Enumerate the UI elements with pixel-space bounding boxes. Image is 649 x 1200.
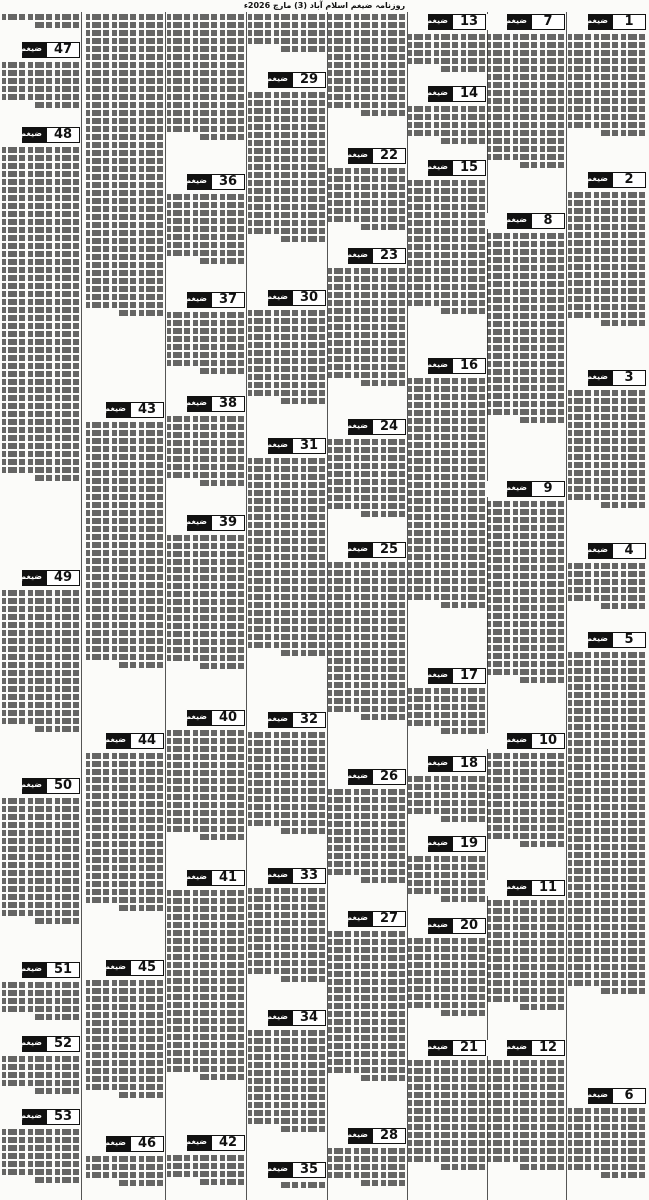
article-text [2,60,79,125]
article-text [328,787,405,909]
article-text [568,190,645,368]
section-tag: ضیغم [346,421,368,430]
article-number: 46 [130,1136,164,1152]
section-tag: ضیغم [185,294,207,303]
section-tag: ضیغم [426,88,448,97]
column-rule [165,12,166,1200]
article-header [487,733,565,749]
article-header [167,1135,245,1151]
article-text [167,192,244,290]
section-tag: ضیغم [266,714,288,723]
article-header [248,1162,326,1178]
article-text [86,12,163,400]
section-tag: ضیغم [266,1164,288,1173]
article-header [86,402,164,418]
article-number: 24 [372,419,406,435]
article-number: 15 [452,160,486,176]
article-number: 13 [452,14,486,30]
section-tag: ضیغم [505,882,527,891]
section-tag: ضیغم [346,1130,368,1139]
article-text [328,1146,405,1198]
article-number: 37 [211,292,245,308]
article-header [2,42,80,58]
article-number: 39 [211,515,245,531]
article-number: 8 [531,213,565,229]
article-text [167,533,244,708]
article-header [167,515,245,531]
article-text [487,751,564,878]
article-text [248,90,325,288]
article-header [167,174,245,190]
section-tag: ضیغم [185,712,207,721]
article-text [2,1054,79,1107]
section-tag: ضیغم [20,780,42,789]
section-tag: ضیغم [104,1138,126,1147]
article-text [167,310,244,394]
article-header [568,1088,646,1104]
article-header [248,1010,326,1026]
article-header [167,870,245,886]
article-number: 32 [292,712,326,728]
article-header [487,481,565,497]
article-text [328,560,405,767]
article-header [487,14,565,30]
section-tag: ضیغم [104,404,126,413]
article-header [487,880,565,896]
article-text [86,1154,163,1198]
article-number: 34 [292,1010,326,1026]
article-number: 42 [211,1135,245,1151]
article-header [2,1109,80,1125]
section-tag: ضیغم [266,74,288,83]
section-tag: ضیغم [346,150,368,159]
section-tag: ضیغم [586,372,608,381]
section-tag: ضیغم [20,964,42,973]
article-header [408,668,486,684]
article-header [248,712,326,728]
section-tag: ضیغم [346,544,368,553]
column-rule [81,12,82,1200]
article-number: 16 [452,358,486,374]
article-number: 49 [46,570,80,586]
article-text [2,588,79,776]
article-number: 48 [46,127,80,143]
article-number: 38 [211,396,245,412]
article-header [2,778,80,794]
article-text [167,888,244,1133]
article-header [2,962,80,978]
article-header [487,213,565,229]
article-header [408,918,486,934]
article-header [568,543,646,559]
article-text [408,32,485,84]
article-number: 51 [46,962,80,978]
section-tag: ضیغم [20,1111,42,1120]
article-text [328,266,405,417]
article-text [2,980,79,1034]
article-number: 50 [46,778,80,794]
section-tag: ضیغم [185,1137,207,1146]
article-text [487,1058,564,1198]
section-tag: ضیغم [505,16,527,25]
article-text [167,1153,244,1198]
article-number: 18 [452,756,486,772]
section-tag: ضیغم [185,176,207,185]
article-text [487,499,564,731]
article-number: 43 [130,402,164,418]
article-number: 7 [531,14,565,30]
article-number: 26 [372,769,406,785]
article-number: 44 [130,733,164,749]
section-tag: ضیغم [20,572,42,581]
article-number: 10 [531,733,565,749]
article-text [248,308,325,436]
article-header [568,370,646,386]
article-number: 33 [292,868,326,884]
article-number: 17 [452,668,486,684]
section-tag: ضیغم [586,634,608,643]
article-header [408,86,486,102]
section-tag: ضیغم [586,174,608,183]
article-number: 19 [452,836,486,852]
article-text [408,774,485,834]
article-number: 9 [531,481,565,497]
article-number: 23 [372,248,406,264]
column-rule [246,12,247,1200]
article-text [248,1028,325,1160]
article-number: 25 [372,542,406,558]
article-text [2,1127,79,1198]
article-text [568,388,645,541]
article-header [408,14,486,30]
section-tag: ضیغم [426,920,448,929]
article-header [328,769,406,785]
section-tag: ضیغم [20,129,42,138]
section-tag: ضیغم [426,16,448,25]
section-tag: ضیغم [426,670,448,679]
section-tag: ضیغم [266,440,288,449]
article-header [408,358,486,374]
article-number: 41 [211,870,245,886]
section-tag: ضیغم [104,962,126,971]
article-number: 4 [612,543,646,559]
article-header [2,127,80,143]
article-number: 28 [372,1128,406,1144]
article-text [328,437,405,540]
section-tag: ضیغم [20,44,42,53]
article-text [248,12,325,70]
article-text [2,796,79,960]
article-text [86,751,163,958]
article-text [487,231,564,479]
article-number: 53 [46,1109,80,1125]
article-header [86,960,164,976]
article-text [248,886,325,1008]
article-text [2,145,79,568]
article-header [408,836,486,852]
article-number: 12 [531,1040,565,1056]
article-text [408,854,485,916]
article-number: 2 [612,172,646,188]
article-number: 21 [452,1040,486,1056]
article-number: 1 [612,14,646,30]
article-text [328,166,405,246]
article-text [408,686,485,754]
article-header [328,1128,406,1144]
article-number: 27 [372,911,406,927]
section-tag: ضیغم [346,771,368,780]
article-text [568,561,645,630]
article-header [408,756,486,772]
section-tag: ضیغم [505,1042,527,1051]
article-number: 20 [452,918,486,934]
article-text [248,456,325,710]
column-rule [566,12,567,1200]
section-tag: ضیغم [346,250,368,259]
section-tag: ضیغم [586,1090,608,1099]
section-tag: ضیغم [185,872,207,881]
article-header [328,419,406,435]
article-number: 36 [211,174,245,190]
article-header [328,148,406,164]
article-header [86,733,164,749]
section-tag: ضیغم [266,1012,288,1021]
section-tag: ضیغم [266,870,288,879]
article-number: 22 [372,148,406,164]
section-tag: ضیغم [346,913,368,922]
article-text [568,650,645,1086]
section-tag: ضیغم [20,1038,42,1047]
article-number: 45 [130,960,164,976]
article-header [248,438,326,454]
article-header [568,14,646,30]
section-tag: ضیغم [185,517,207,526]
article-header [248,868,326,884]
article-header [2,1036,80,1052]
article-text [248,1180,325,1198]
article-text [328,929,405,1126]
article-number: 40 [211,710,245,726]
article-text [568,32,645,170]
article-number: 35 [292,1162,326,1178]
article-text [408,1058,485,1198]
article-number: 6 [612,1088,646,1104]
masthead: روزنامہ ضیغم اسلام آباد (3) مارچ 2026ء [243,1,406,10]
section-tag: ضیغم [426,838,448,847]
article-header [2,570,80,586]
article-header [408,1040,486,1056]
article-header [568,632,646,648]
article-number: 52 [46,1036,80,1052]
article-header [86,1136,164,1152]
article-text [408,936,485,1038]
article-header [167,710,245,726]
article-text [86,978,163,1134]
article-text [328,12,405,146]
article-header [167,292,245,308]
article-text [86,420,163,731]
article-text [408,376,485,666]
article-text [167,414,244,513]
section-tag: ضیغم [104,735,126,744]
article-number: 11 [531,880,565,896]
article-text [167,728,244,868]
article-header [167,396,245,412]
section-tag: ضیغم [185,398,207,407]
article-header [568,172,646,188]
article-text [408,104,485,158]
article-header [248,72,326,88]
article-number: 29 [292,72,326,88]
section-tag: ضیغم [426,758,448,767]
article-header [328,911,406,927]
article-number: 5 [612,632,646,648]
section-tag: ضیغم [505,215,527,224]
article-number: 30 [292,290,326,306]
section-tag: ضیغم [266,292,288,301]
section-tag: ضیغم [505,483,527,492]
article-text [248,730,325,866]
section-tag: ضیغم [426,162,448,171]
section-tag: ضیغم [586,16,608,25]
section-tag: ضیغم [586,545,608,554]
article-number: 31 [292,438,326,454]
article-header [328,542,406,558]
article-header [328,248,406,264]
article-header [248,290,326,306]
article-text [408,178,485,356]
section-tag: ضیغم [505,735,527,744]
article-text [487,898,564,1038]
article-text [487,32,564,211]
article-number: 14 [452,86,486,102]
article-text [568,1106,645,1198]
article-number: 47 [46,42,80,58]
article-text [2,12,79,40]
article-number: 3 [612,370,646,386]
article-text [167,12,244,172]
section-tag: ضیغم [426,1042,448,1051]
section-tag: ضیغم [426,360,448,369]
article-header [408,160,486,176]
article-header [487,1040,565,1056]
